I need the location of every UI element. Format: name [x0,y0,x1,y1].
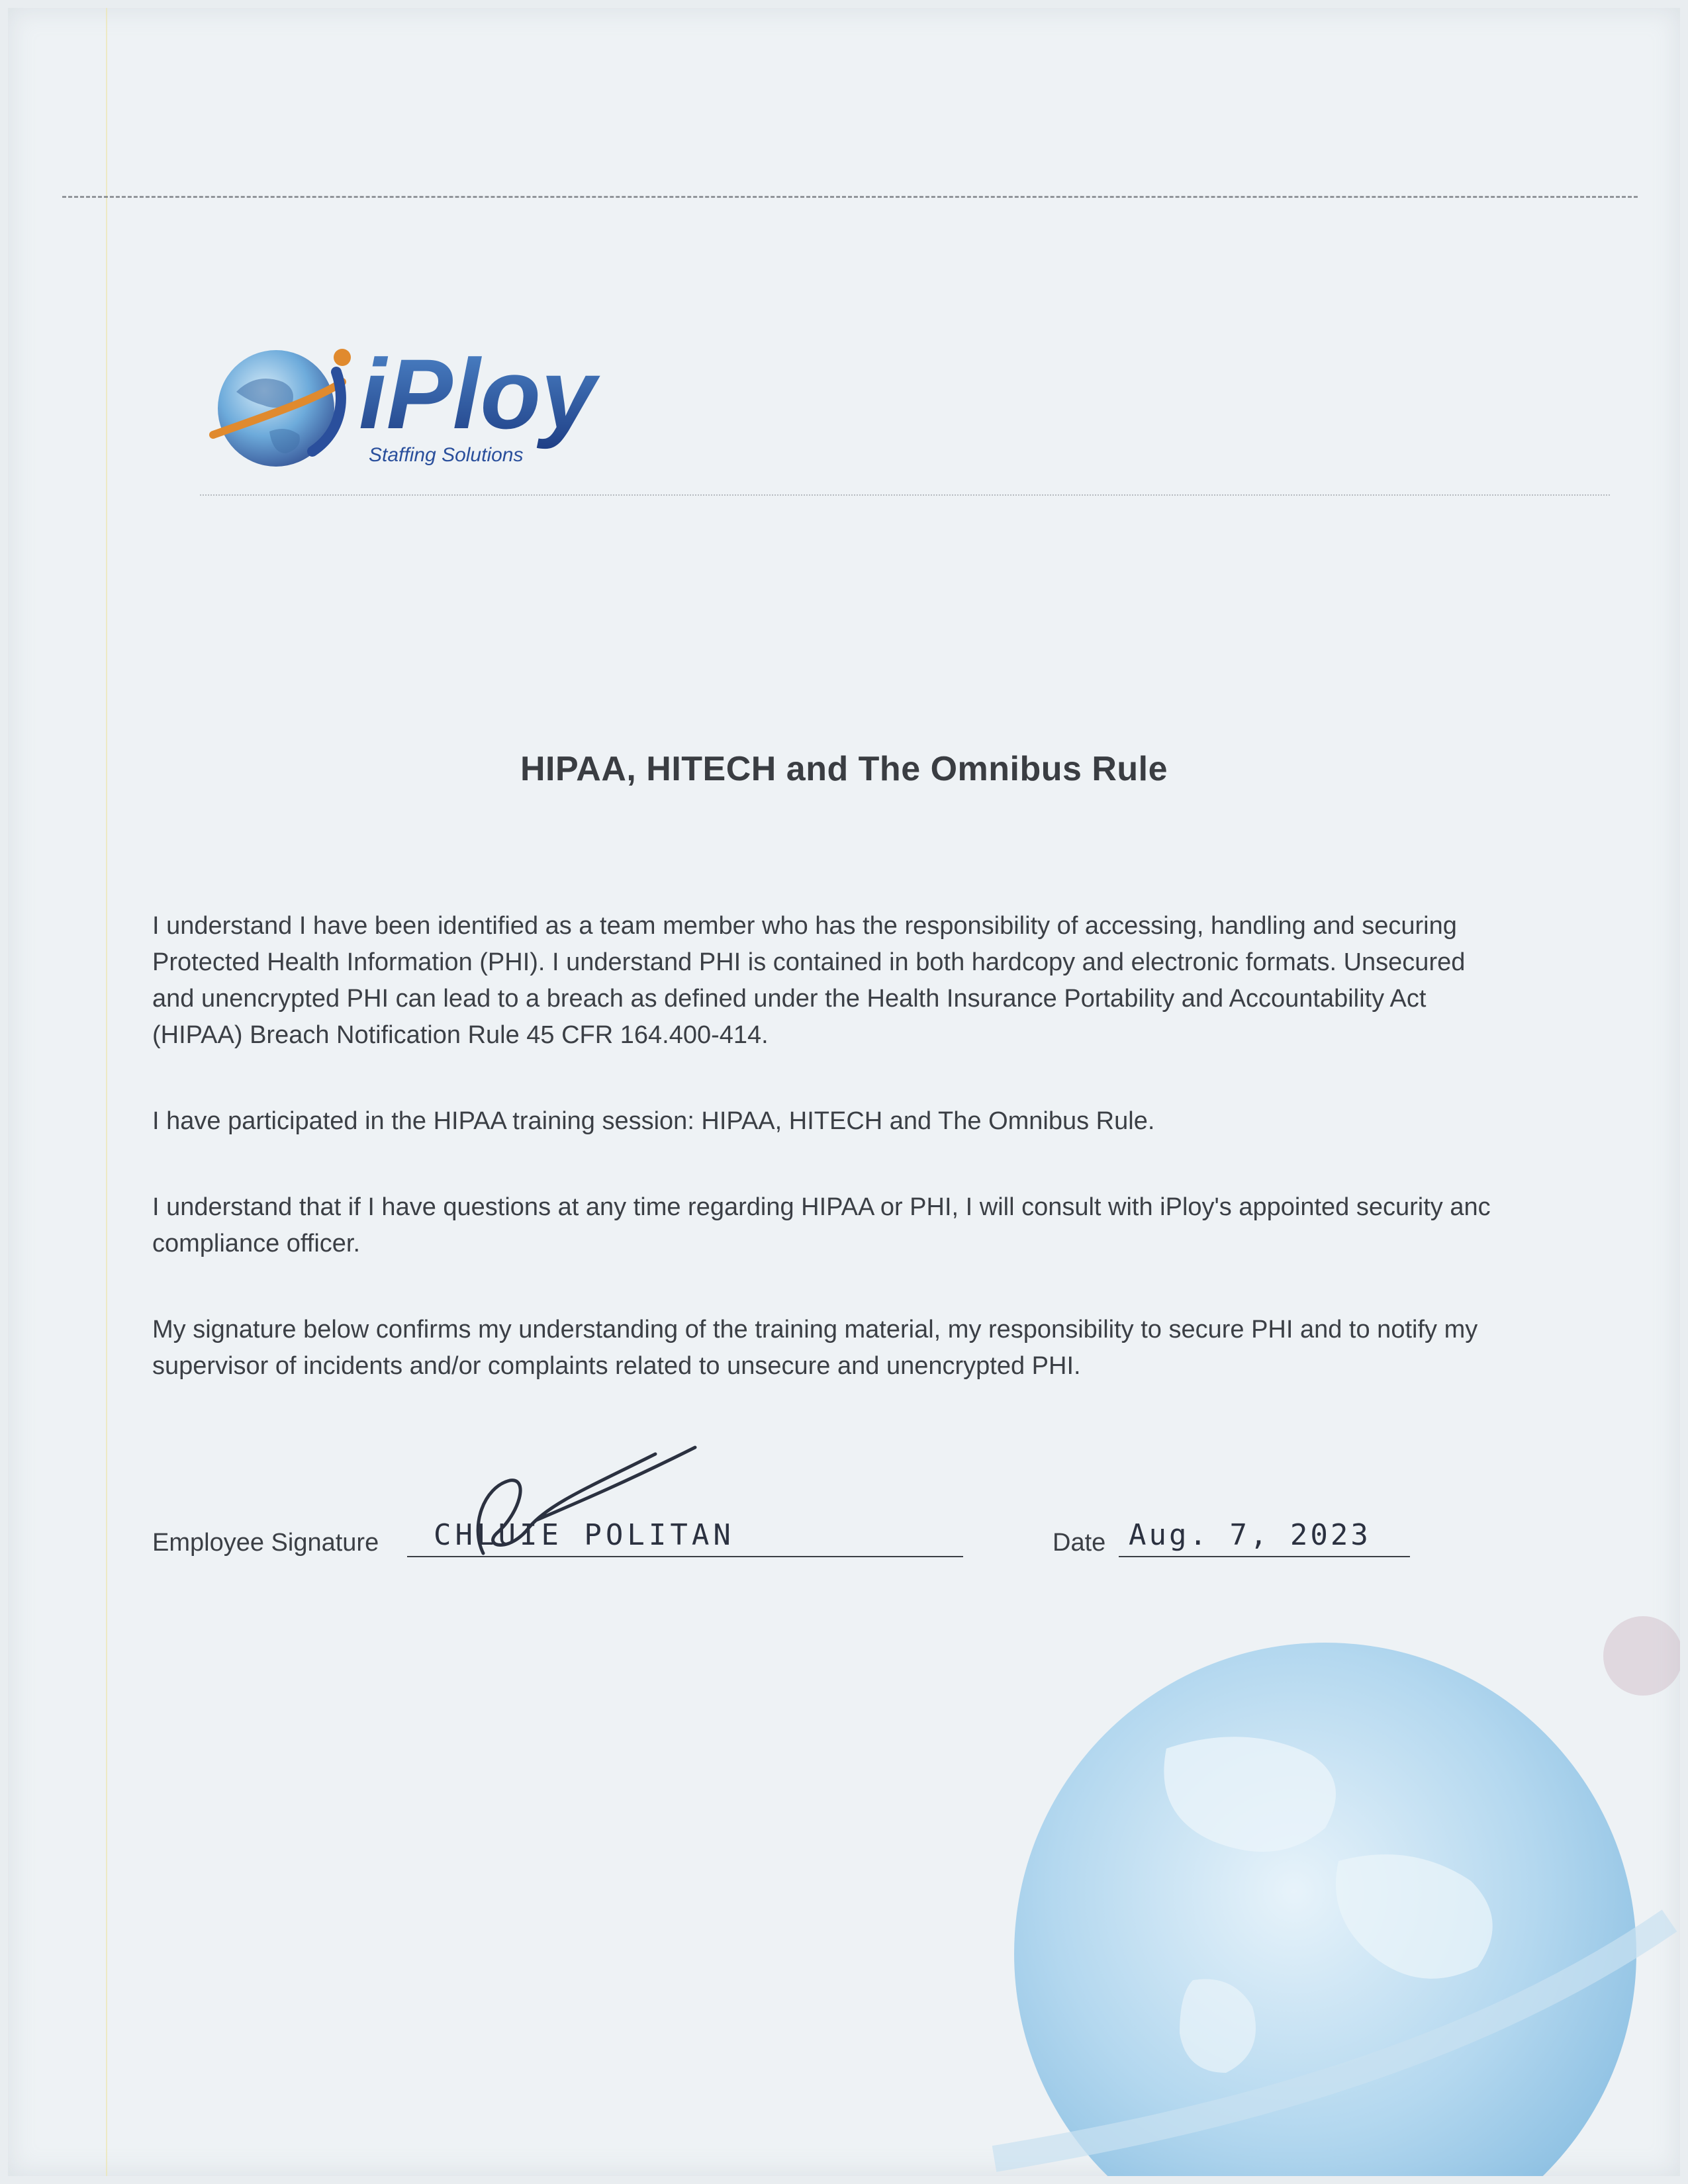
globe-watermark [915,1610,1680,2176]
paragraph-questions: I understand that if I have questions at any time regarding HIPAA or PHI, I will consult with iPloy's appointed security anc compliance officer. [152,1193,1491,1257]
header-divider [200,494,1610,496]
signature-value: CHLUIE POLITAN [434,1518,735,1552]
paper-fold-line [106,8,107,2176]
iploy-logo [207,319,670,491]
date-line [1119,1556,1410,1557]
document-title: HIPAA, HITECH and The Omnibus Rule [520,750,1168,788]
paragraph-acknowledgement: I understand I have been identified as a team member who has the responsibility of accessing, handling and securing Protected Health Information (PHI). I understand PHI is contained in both hardcopy and electronic formats. Unsecured and unencrypted PHI can lead to a breach as defined under the Health Insurance Portability and Accountability Act (HIPAA) Breach Notification Rule 45 CFR 164.400-414. [152,912,1466,1049]
logo-tagline: Staffing Solutions [369,444,524,466]
date-label: Date [1053,1529,1106,1557]
scan-artifact-line [62,196,1638,198]
paragraph-signature-confirmation: My signature below confirms my understanding of the training material, my responsibility to secure PHI and to notify my supervisor of incidents and/or complaints related to unsecure and unencrypted PHI. [152,1316,1478,1380]
document-page [8,8,1680,2176]
logo-wordmark: iPloy [359,338,596,449]
date-value: Aug. 7, 2023 [1129,1518,1371,1552]
paragraph-training: I have participated in the HIPAA training session: HIPAA, HITECH and The Omnibus Rule. [152,1107,1155,1135]
signature-label: Employee Signature [152,1529,379,1557]
signature-scribble [457,1441,708,1573]
signature-row [152,1514,1609,1567]
